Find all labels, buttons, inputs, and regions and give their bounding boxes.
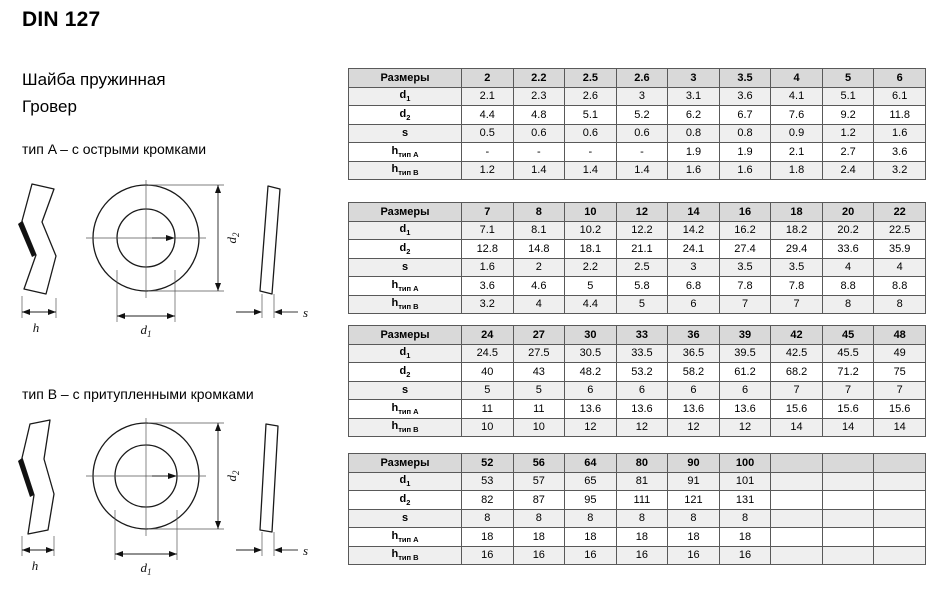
- value-cell: [822, 509, 874, 528]
- section-view: [260, 186, 280, 294]
- spec-row: [349, 418, 926, 437]
- size-cell: 33: [616, 326, 668, 345]
- size-cell: 52: [462, 454, 514, 473]
- row-label-cell: $d_2$: [349, 240, 462, 259]
- spec-row: [349, 472, 926, 491]
- value-cell: 18: [719, 528, 771, 547]
- row-label-cell: $d_1$: [349, 472, 462, 491]
- spec-row: [349, 161, 926, 180]
- value-cell: 1.2: [822, 124, 874, 143]
- value-cell: 16.2: [719, 221, 771, 240]
- size-cell: 2.2: [513, 69, 565, 88]
- value-cell: -: [616, 143, 668, 162]
- value-cell: 53.2: [616, 363, 668, 382]
- value-cell: [771, 528, 823, 547]
- value-cell: 131: [719, 491, 771, 510]
- value-cell: 0.6: [513, 124, 565, 143]
- size-header-cell: Размеры: [349, 454, 462, 473]
- value-cell: 1.9: [668, 143, 720, 162]
- value-cell: [771, 546, 823, 565]
- value-cell: 16: [513, 546, 565, 565]
- front-view: [86, 418, 206, 536]
- spec-row: [349, 143, 926, 162]
- size-cell: [771, 454, 823, 473]
- size-cell: 3.5: [719, 69, 771, 88]
- value-cell: 3.6: [874, 143, 926, 162]
- value-cell: -: [565, 143, 617, 162]
- value-cell: 2.4: [822, 161, 874, 180]
- size-cell: 48: [874, 326, 926, 345]
- value-cell: 3.5: [719, 258, 771, 277]
- value-cell: 33.5: [616, 344, 668, 363]
- spec-row: [349, 363, 926, 382]
- d2-dim-label: $d_2$: [224, 470, 241, 482]
- value-cell: 3.6: [719, 87, 771, 106]
- value-cell: 30.5: [565, 344, 617, 363]
- size-cell: 30: [565, 326, 617, 345]
- value-cell: 8.8: [822, 277, 874, 296]
- value-cell: 3.1: [668, 87, 720, 106]
- value-cell: 1.6: [462, 258, 514, 277]
- value-cell: 11: [462, 400, 514, 419]
- value-cell: 21.1: [616, 240, 668, 259]
- spec-row: [349, 491, 926, 510]
- spec-row: [349, 87, 926, 106]
- value-cell: [822, 546, 874, 565]
- value-cell: 91: [668, 472, 720, 491]
- value-cell: 11: [513, 400, 565, 419]
- size-cell: [874, 454, 926, 473]
- s-dimension: [236, 294, 308, 320]
- value-cell: 5: [513, 381, 565, 400]
- side-view: [18, 420, 54, 534]
- row-label-cell: s: [349, 381, 462, 400]
- spec-row: [349, 221, 926, 240]
- row-label-cell: $d_2$: [349, 106, 462, 125]
- value-cell: 111: [616, 491, 668, 510]
- value-cell: 14: [874, 418, 926, 437]
- size-cell: 2.6: [616, 69, 668, 88]
- value-cell: 0.8: [668, 124, 720, 143]
- d1-dim-label: $d_1$: [140, 322, 152, 338]
- value-cell: 6: [668, 295, 720, 314]
- value-cell: 15.6: [874, 400, 926, 419]
- type-b-drawing: [6, 414, 336, 576]
- front-view: [86, 180, 206, 298]
- value-cell: 36.5: [668, 344, 720, 363]
- spec-row: [349, 240, 926, 259]
- value-cell: [874, 491, 926, 510]
- value-cell: 2.7: [822, 143, 874, 162]
- value-cell: [771, 491, 823, 510]
- value-cell: 5: [565, 277, 617, 296]
- value-cell: 1.6: [719, 161, 771, 180]
- value-cell: [771, 472, 823, 491]
- size-header-row: [349, 203, 926, 222]
- value-cell: 7: [771, 295, 823, 314]
- d1-dim-label: $d_1$: [140, 560, 152, 576]
- value-cell: 121: [668, 491, 720, 510]
- value-cell: 2.1: [462, 87, 514, 106]
- value-cell: 1.2: [462, 161, 514, 180]
- value-cell: 5.1: [565, 106, 617, 125]
- value-cell: 4: [513, 295, 565, 314]
- row-label-cell: $h_{тип B}$: [349, 295, 462, 314]
- value-cell: 71.2: [822, 363, 874, 382]
- size-cell: 5: [822, 69, 874, 88]
- value-cell: 42.5: [771, 344, 823, 363]
- spec-table-4: [348, 453, 926, 565]
- size-cell: 39: [719, 326, 771, 345]
- value-cell: 10.2: [565, 221, 617, 240]
- value-cell: 6.1: [874, 87, 926, 106]
- value-cell: 22.5: [874, 221, 926, 240]
- s-dim-label: s: [303, 543, 309, 558]
- section-view: [260, 424, 278, 532]
- value-cell: [874, 528, 926, 547]
- value-cell: 7: [874, 381, 926, 400]
- value-cell: 40: [462, 363, 514, 382]
- size-cell: 18: [771, 203, 823, 222]
- value-cell: 8: [822, 295, 874, 314]
- value-cell: 81: [616, 472, 668, 491]
- size-cell: 2: [462, 69, 514, 88]
- row-label-cell: $d_2$: [349, 363, 462, 382]
- value-cell: 75: [874, 363, 926, 382]
- value-cell: 1.8: [771, 161, 823, 180]
- size-header-cell: Размеры: [349, 203, 462, 222]
- value-cell: 1.6: [874, 124, 926, 143]
- value-cell: 8: [616, 509, 668, 528]
- subtitle-line-2: Гровер: [22, 97, 77, 116]
- size-cell: 36: [668, 326, 720, 345]
- value-cell: 16: [616, 546, 668, 565]
- row-label-cell: $d_1$: [349, 344, 462, 363]
- value-cell: 14: [822, 418, 874, 437]
- value-cell: 5.2: [616, 106, 668, 125]
- value-cell: 11.8: [874, 106, 926, 125]
- value-cell: 4.4: [565, 295, 617, 314]
- value-cell: 18: [565, 528, 617, 547]
- value-cell: 1.4: [565, 161, 617, 180]
- value-cell: 24.1: [668, 240, 720, 259]
- value-cell: 3: [616, 87, 668, 106]
- value-cell: 3.5: [771, 258, 823, 277]
- size-header-cell: Размеры: [349, 69, 462, 88]
- value-cell: 0.5: [462, 124, 514, 143]
- value-cell: 5: [616, 295, 668, 314]
- value-cell: 27.5: [513, 344, 565, 363]
- value-cell: 7.6: [771, 106, 823, 125]
- value-cell: 3.2: [874, 161, 926, 180]
- spec-table-2: [348, 202, 926, 314]
- value-cell: 7: [771, 381, 823, 400]
- size-cell: 20: [822, 203, 874, 222]
- h-dim-label: h: [32, 320, 40, 335]
- value-cell: 12: [668, 418, 720, 437]
- subtitle-line-1: Шайба пружинная: [22, 70, 166, 89]
- row-label-cell: $d_1$: [349, 87, 462, 106]
- value-cell: [822, 472, 874, 491]
- size-cell: 90: [668, 454, 720, 473]
- size-cell: 8: [513, 203, 565, 222]
- value-cell: 15.6: [822, 400, 874, 419]
- value-cell: 53: [462, 472, 514, 491]
- value-cell: 18: [668, 528, 720, 547]
- value-cell: 5.8: [616, 277, 668, 296]
- size-header-row: [349, 69, 926, 88]
- size-cell: 80: [616, 454, 668, 473]
- value-cell: 16: [462, 546, 514, 565]
- spec-row: [349, 124, 926, 143]
- spec-row: [349, 295, 926, 314]
- value-cell: 16: [668, 546, 720, 565]
- spec-row: [349, 400, 926, 419]
- value-cell: 4: [822, 258, 874, 277]
- value-cell: 4.6: [513, 277, 565, 296]
- spec-row: [349, 528, 926, 547]
- spec-row: [349, 344, 926, 363]
- type-a-drawing: [6, 176, 336, 338]
- value-cell: 13.6: [668, 400, 720, 419]
- value-cell: 1.4: [513, 161, 565, 180]
- size-header-row: [349, 326, 926, 345]
- value-cell: 15.6: [771, 400, 823, 419]
- value-cell: 6.8: [668, 277, 720, 296]
- size-cell: 14: [668, 203, 720, 222]
- size-cell: 3: [668, 69, 720, 88]
- s-dimension: [236, 532, 308, 558]
- value-cell: 5: [462, 381, 514, 400]
- value-cell: 8.8: [874, 277, 926, 296]
- value-cell: 8: [565, 509, 617, 528]
- row-label-cell: $h_{тип B}$: [349, 161, 462, 180]
- value-cell: 87: [513, 491, 565, 510]
- value-cell: 13.6: [719, 400, 771, 419]
- value-cell: 101: [719, 472, 771, 491]
- row-label-cell: $d_1$: [349, 221, 462, 240]
- value-cell: 48.2: [565, 363, 617, 382]
- value-cell: 8: [874, 295, 926, 314]
- value-cell: 18: [616, 528, 668, 547]
- value-cell: 2.5: [616, 258, 668, 277]
- size-cell: 16: [719, 203, 771, 222]
- value-cell: 3.2: [462, 295, 514, 314]
- type-a-label: тип A – с острыми кромками: [22, 141, 207, 157]
- s-dim-label: s: [303, 305, 309, 320]
- value-cell: 0.6: [616, 124, 668, 143]
- value-cell: 3: [668, 258, 720, 277]
- value-cell: 7.1: [462, 221, 514, 240]
- page-title: DIN 127: [22, 8, 101, 31]
- value-cell: 1.4: [616, 161, 668, 180]
- row-label-cell: s: [349, 124, 462, 143]
- value-cell: 6: [668, 381, 720, 400]
- value-cell: 39.5: [719, 344, 771, 363]
- value-cell: 13.6: [616, 400, 668, 419]
- type-b-label: тип B – с притупленными кромками: [22, 386, 254, 402]
- value-cell: 68.2: [771, 363, 823, 382]
- value-cell: 61.2: [719, 363, 771, 382]
- value-cell: 35.9: [874, 240, 926, 259]
- value-cell: 65: [565, 472, 617, 491]
- size-cell: 27: [513, 326, 565, 345]
- value-cell: 45.5: [822, 344, 874, 363]
- row-label-cell: s: [349, 509, 462, 528]
- value-cell: [874, 509, 926, 528]
- value-cell: 43: [513, 363, 565, 382]
- page-subtitle: [22, 66, 166, 120]
- size-cell: 24: [462, 326, 514, 345]
- size-cell: 42: [771, 326, 823, 345]
- spec-table-3: [348, 325, 926, 437]
- value-cell: 4: [874, 258, 926, 277]
- value-cell: 0.8: [719, 124, 771, 143]
- value-cell: 8.1: [513, 221, 565, 240]
- value-cell: -: [513, 143, 565, 162]
- value-cell: 16: [719, 546, 771, 565]
- value-cell: 18.2: [771, 221, 823, 240]
- row-label-cell: $h_{тип A}$: [349, 400, 462, 419]
- value-cell: 57: [513, 472, 565, 491]
- size-header-row: [349, 454, 926, 473]
- value-cell: 58.2: [668, 363, 720, 382]
- value-cell: 12: [616, 418, 668, 437]
- value-cell: 12.2: [616, 221, 668, 240]
- row-label-cell: s: [349, 258, 462, 277]
- size-cell: [822, 454, 874, 473]
- value-cell: 12: [719, 418, 771, 437]
- value-cell: [874, 472, 926, 491]
- spec-row: [349, 546, 926, 565]
- value-cell: 18.1: [565, 240, 617, 259]
- value-cell: 6: [719, 381, 771, 400]
- value-cell: 12: [565, 418, 617, 437]
- value-cell: 7.8: [771, 277, 823, 296]
- value-cell: 12.8: [462, 240, 514, 259]
- row-label-cell: $h_{тип A}$: [349, 528, 462, 547]
- size-cell: 64: [565, 454, 617, 473]
- size-cell: 56: [513, 454, 565, 473]
- value-cell: 49: [874, 344, 926, 363]
- value-cell: 2.1: [771, 143, 823, 162]
- h-dimension: [22, 296, 56, 335]
- value-cell: 6.2: [668, 106, 720, 125]
- value-cell: 29.4: [771, 240, 823, 259]
- size-cell: 100: [719, 454, 771, 473]
- spec-row: [349, 381, 926, 400]
- value-cell: 6: [565, 381, 617, 400]
- spec-table-1: [348, 68, 926, 180]
- size-cell: 45: [822, 326, 874, 345]
- d2-dim-label: $d_2$: [224, 232, 241, 244]
- value-cell: 20.2: [822, 221, 874, 240]
- size-header-cell: Размеры: [349, 326, 462, 345]
- value-cell: 4.8: [513, 106, 565, 125]
- value-cell: 3.6: [462, 277, 514, 296]
- value-cell: 7: [822, 381, 874, 400]
- value-cell: 0.6: [565, 124, 617, 143]
- value-cell: 5.1: [822, 87, 874, 106]
- row-label-cell: $d_2$: [349, 491, 462, 510]
- size-cell: 7: [462, 203, 514, 222]
- value-cell: 1.6: [668, 161, 720, 180]
- spec-row: [349, 509, 926, 528]
- value-cell: 27.4: [719, 240, 771, 259]
- value-cell: [874, 546, 926, 565]
- value-cell: 7.8: [719, 277, 771, 296]
- value-cell: 8: [719, 509, 771, 528]
- side-view: [18, 184, 56, 294]
- value-cell: -: [462, 143, 514, 162]
- value-cell: 14.8: [513, 240, 565, 259]
- row-label-cell: $h_{тип B}$: [349, 418, 462, 437]
- value-cell: [771, 509, 823, 528]
- value-cell: 82: [462, 491, 514, 510]
- size-cell: 4: [771, 69, 823, 88]
- spec-row: [349, 258, 926, 277]
- value-cell: 9.2: [822, 106, 874, 125]
- value-cell: 4.1: [771, 87, 823, 106]
- row-label-cell: $h_{тип A}$: [349, 277, 462, 296]
- size-cell: 6: [874, 69, 926, 88]
- size-cell: 2.5: [565, 69, 617, 88]
- value-cell: 8: [462, 509, 514, 528]
- row-label-cell: $h_{тип A}$: [349, 143, 462, 162]
- row-label-cell: $h_{тип B}$: [349, 546, 462, 565]
- value-cell: 2: [513, 258, 565, 277]
- value-cell: 7: [719, 295, 771, 314]
- value-cell: 4.4: [462, 106, 514, 125]
- value-cell: 2.6: [565, 87, 617, 106]
- value-cell: 18: [462, 528, 514, 547]
- value-cell: 8: [513, 509, 565, 528]
- value-cell: 14: [771, 418, 823, 437]
- spec-row: [349, 277, 926, 296]
- value-cell: 10: [462, 418, 514, 437]
- value-cell: 95: [565, 491, 617, 510]
- h-dimension: [22, 536, 54, 573]
- value-cell: 14.2: [668, 221, 720, 240]
- value-cell: 2.3: [513, 87, 565, 106]
- size-cell: 22: [874, 203, 926, 222]
- value-cell: 8: [668, 509, 720, 528]
- value-cell: 33.6: [822, 240, 874, 259]
- value-cell: 6.7: [719, 106, 771, 125]
- value-cell: 1.9: [719, 143, 771, 162]
- spec-tables: [348, 68, 926, 565]
- size-cell: 10: [565, 203, 617, 222]
- spec-row: [349, 106, 926, 125]
- value-cell: 18: [513, 528, 565, 547]
- value-cell: 16: [565, 546, 617, 565]
- value-cell: 10: [513, 418, 565, 437]
- value-cell: 13.6: [565, 400, 617, 419]
- h-dim-label: h: [31, 558, 39, 573]
- value-cell: 0.9: [771, 124, 823, 143]
- value-cell: 6: [616, 381, 668, 400]
- size-cell: 12: [616, 203, 668, 222]
- value-cell: [822, 491, 874, 510]
- value-cell: 24.5: [462, 344, 514, 363]
- value-cell: 2.2: [565, 258, 617, 277]
- value-cell: [822, 528, 874, 547]
